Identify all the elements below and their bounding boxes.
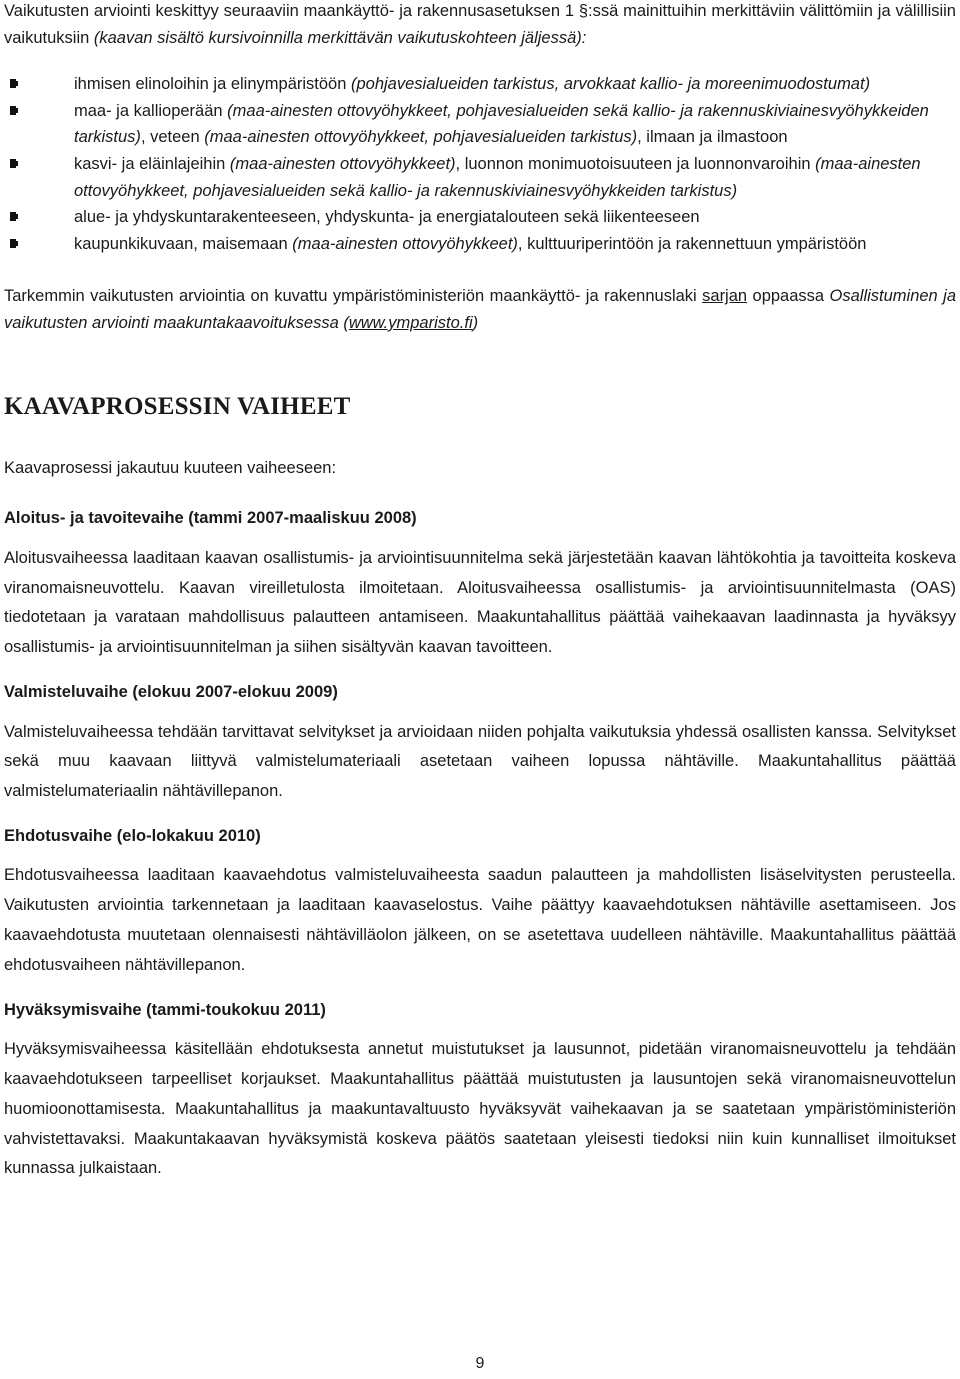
list-item-italic: (pohjavesialueiden tarkistus, arvokkaat kallio- ja moreenimuodostumat) [350,75,871,94]
phase-text: Hyväksymisvaiheessa käsitellään ehdotuksesta annetut muistutukset ja lausunnot, pidetään viranomaisneuvottelu ja tehdään kaavaehdotukseen tarpeelliset korjaukset. Maakuntahallitus päättää muistutusten ja lausuntojen sekä viranomaisneuvottelun huomioonottamisesta. Maakuntahallitus ja maakuntavaltuusto hyväksyvät vaihekaavan ja se saatetaan ympäristöministeriön vahvistettavaksi. Maakuntakaavan hyväksymistä koskeva päätös saatetaan yleisesti tiedoksi niin kuin kunnalliset ilmoitukset kunnassa julkaistaan. [4,1040,956,1178]
series-word: sarjan [702,287,748,306]
impact-list [4,71,956,257]
phase-title: Valmisteluvaihe (elokuu 2007-elokuu 2009) [4,682,338,701]
list-item [74,151,956,204]
square-bullet-icon [10,106,16,115]
square-bullet-icon [10,212,16,221]
further-text: Tarkemmin vaikutusten arviointia on kuvattu ympäristöministeriön maankäyttö- ja rakennuslaki [4,287,703,306]
page-number: 9 [475,1355,485,1372]
further-reading-paragraph [4,283,956,336]
ymparisto-link[interactable]: www.ymparisto.fi [348,313,473,332]
list-item [74,231,956,258]
section-heading: KAAVAPROSESSIN VAIHEET [4,392,351,420]
list-item-text: , ilmaan ja ilmastoon [637,128,788,147]
list-item-text: maa- ja kallioperään [74,101,228,120]
list-item-italic: (maa-ainesten ottovyöhykkeet) [292,234,518,253]
list-item-italic: (maa-ainesten ottovyöhykkeet, pohjavesialueiden sekä kallio- ja rakennuskiviainesvyöhykkeiden tarkistus) [74,154,921,200]
guide-title-close: ) [472,313,479,332]
list-item-text: kasvi- ja eläinlajeihin [74,154,230,173]
further-text: oppaassa [747,287,830,306]
list-item-italic: (maa-ainesten ottovyöhykkeet, pohjavesialueiden tarkistus) [204,128,638,147]
phase-text: Ehdotusvaiheessa laaditaan kaavaehdotus valmisteluvaiheesta saadun palautteen ja mahdollisten lisäselvitysten perusteella. Vaikutusten arviointia tarkennetaan ja laaditaan kaavaselostus. Vaihe päättyy kaavaehdotuksen nähtäville asettamiseen. Jos kaavaehdotusta muutetaan olennaisesti nähtävilläolon jälkeen, on se asetettava uudelleen nähtäville. Maakuntahallitus päättää ehdotusvaiheen nähtävillepanon. [4,866,956,974]
guide-title: Osallistuminen ja vaikutusten arviointi maakuntakaavoituksessa ( [4,287,956,332]
list-item [74,204,956,231]
phase-text: Valmisteluvaiheessa tehdään tarvittavat selvitykset ja arvioidaan niiden pohjalta vaikutuksia yhdessä osallisten kanssa. Selvitykset sekä muu kaavaan liittyvä valmistelumateriaali asetetaan vaiheen lopussa nähtäville. Maakuntahallitus päättää valmistelumateriaalin nähtävillepanon. [4,722,956,801]
list-item-text: kaupunkikuvaan, maisemaan [74,234,293,253]
list-item-text: , kulttuuriperintöön ja rakennettuun ympäristöön [517,234,867,253]
phase-title: Ehdotusvaihe (elo-lokakuu 2010) [4,826,261,845]
list-item-italic: (maa-ainesten ottovyöhykkeet, pohjavesialueiden sekä kallio- ja rakennuskiviainesvyöhykkeiden tarkistus) [74,101,929,147]
list-item [74,98,956,151]
impact-intro-text: Vaikutusten arviointi keskittyy seuraaviin maankäyttö- ja rakennusasetuksen 1 §:ssä mainittuihin merkittäviin välittömiin ja välillisiin vaikutuksiin [4,2,956,47]
phases-intro: Kaavaprosessi jakautuu kuuteen vaiheeseen: [4,458,337,477]
square-bullet-icon [10,239,16,248]
list-item-text: alue- ja yhdyskuntarakenteeseen, yhdyskunta- ja energiatalouteen sekä liikenteeseen [74,208,700,227]
list-item-text: , veteen [140,128,205,147]
impact-intro-italic: (kaavan sisältö kursivoinnilla merkittävän vaikutuskohteen jäljessä): [93,28,587,47]
square-bullet-icon [10,159,16,168]
phase-title: Hyväksymisvaihe (tammi-toukokuu 2011) [4,1000,326,1019]
list-item [74,71,956,98]
square-bullet-icon [10,79,16,88]
list-item-text: , luonnon monimuotoisuuteen ja luonnonvaroihin [455,154,816,173]
phase-title: Aloitus- ja tavoitevaihe (tammi 2007-maaliskuu 2008) [4,509,417,528]
impact-intro-paragraph [4,0,956,51]
phase-text: Aloitusvaiheessa laaditaan kaavan osallistumis- ja arviointisuunnitelma sekä järjestetään kaavan lähtökohtia ja tavoitteita koskeva viranomaisneuvottelu. Kaavan vireilletulosta ilmoitetaan. Aloitusvaiheessa osallistumis- ja arviointisuunnitelmasta (OAS) tiedotetaan ja varataan mahdollisuus palautteen antamiseen. Maakuntahallitus päättää vaihekaavan laadinnasta ja hyväksyy osallistumis- ja arviointisuunnitelman ja siihen sisältyvän kaavan tavoitteen. [4,548,956,657]
list-item-text: ihmisen elinoloihin ja elinympäristöön [74,75,351,94]
list-item-italic: (maa-ainesten ottovyöhykkeet) [229,154,456,173]
